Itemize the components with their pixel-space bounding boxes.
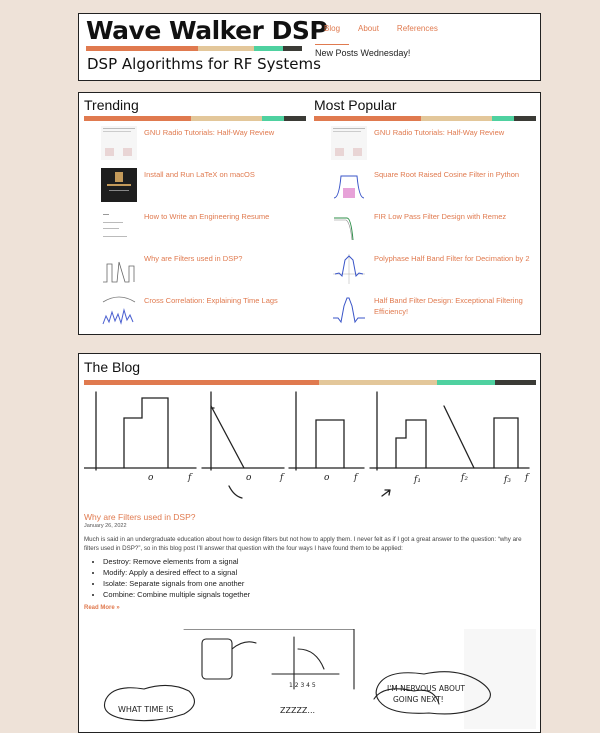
- site-header: [78, 13, 541, 81]
- trending-item-title[interactable]: How to Write an Engineering Resume: [144, 212, 270, 221]
- post-thumbnail[interactable]: [331, 168, 367, 202]
- brand-stripe: [86, 46, 302, 51]
- sketch-f-label: f: [525, 473, 529, 483]
- blog-heading: The Blog: [84, 359, 141, 375]
- sketch-f1-label: f₁: [414, 475, 421, 485]
- trending-heading: Trending: [84, 97, 139, 113]
- list-item: • Combine: Combine multiple signals together: [103, 589, 250, 600]
- nav-references[interactable]: References: [396, 24, 438, 33]
- popular-stripe: [314, 116, 536, 121]
- nav-blog[interactable]: Blog: [315, 24, 349, 45]
- sketch-zero-label: o: [246, 473, 252, 483]
- popular-item[interactable]: [314, 294, 536, 330]
- sketch-zero-label: o: [324, 473, 330, 483]
- trending-item[interactable]: [84, 168, 306, 204]
- sketch-axis-ticks: 1 2 3 4 5: [289, 682, 316, 689]
- site-title[interactable]: Wave Walker DSP: [86, 16, 328, 45]
- popular-item[interactable]: [314, 126, 536, 162]
- sketch-f-label: f: [280, 473, 284, 483]
- popular-item-title[interactable]: GNU Radio Tutorials: Half-Way Review: [374, 128, 505, 137]
- post-thumbnail[interactable]: [101, 252, 137, 286]
- trending-stripe: [84, 116, 306, 121]
- popular-heading: Most Popular: [314, 97, 397, 113]
- announcement: New Posts Wednesday!: [315, 48, 411, 58]
- post-thumbnail[interactable]: [331, 126, 367, 160]
- trending-section: [84, 97, 306, 121]
- nav-about[interactable]: About: [358, 24, 379, 33]
- popular-item-title[interactable]: Half Band Filter Design: Exceptional Filtering Efficiency!: [374, 296, 523, 316]
- post-hero-image-2[interactable]: [84, 629, 536, 729]
- post-thumbnail[interactable]: [331, 294, 367, 328]
- list-item: • Modify: Apply a desired effect to a signal: [103, 567, 250, 578]
- post-title-link[interactable]: Why are Filters used in DSP?: [84, 512, 196, 522]
- post-thumbnail[interactable]: [101, 210, 137, 244]
- post-thumbnail[interactable]: [331, 252, 367, 286]
- sketch-bubble-text: WHAT TIME IS: [118, 705, 174, 714]
- popular-item-title[interactable]: FIR Low Pass Filter Design with Remez: [374, 212, 507, 221]
- popular-item[interactable]: [314, 168, 536, 204]
- post-thumbnail[interactable]: [101, 168, 137, 202]
- trending-item[interactable]: [84, 294, 306, 330]
- trending-item-title[interactable]: Install and Run LaTeX on macOS: [144, 170, 255, 179]
- list-item: • Destroy: Remove elements from a signal: [103, 556, 250, 567]
- popular-item[interactable]: [314, 252, 536, 288]
- blog-stripe: [84, 380, 536, 385]
- trending-item-title[interactable]: GNU Radio Tutorials: Half-Way Review: [144, 128, 275, 137]
- sketch-f2-label: f₂: [461, 473, 468, 483]
- post-thumbnail[interactable]: [101, 294, 137, 328]
- post-date: January 26, 2022: [84, 523, 127, 529]
- post-thumbnail[interactable]: [101, 126, 137, 160]
- sketch-f-label: f: [354, 473, 358, 483]
- sketch-zero-label: o: [148, 473, 154, 483]
- list-item: • Isolate: Separate signals from one another: [103, 578, 250, 589]
- site-tagline: DSP Algorithms for RF Systems: [87, 55, 321, 73]
- trending-item[interactable]: [84, 210, 306, 246]
- sketch-bubble-text: ZZZZZ...: [280, 706, 316, 715]
- trending-item[interactable]: [84, 126, 306, 162]
- sketch-bubble-text: I'M NERVOUS ABOUT GOING NEXT!: [387, 684, 465, 704]
- post-thumbnail[interactable]: [331, 210, 367, 244]
- post-excerpt: Much is said in an undergraduate education about how to design filters but not how to apply them. I never felt as if I got a great answer to the question: “why are filters used in DSP?”, so in this blog post I’ll answer that question with the four ways I have found them to be applied:: [84, 536, 522, 552]
- trending-item-title[interactable]: Why are Filters used in DSP?: [144, 254, 243, 263]
- trending-item[interactable]: [84, 252, 306, 288]
- popular-section: [314, 97, 536, 121]
- post-bullet-list: [93, 556, 250, 600]
- popular-item-title[interactable]: Square Root Raised Cosine Filter in Python: [374, 170, 520, 179]
- sketch-f-label: f: [188, 473, 192, 483]
- popular-item[interactable]: [314, 210, 536, 246]
- read-more-link[interactable]: Read More »: [84, 605, 120, 611]
- sketch-f3-label: f₃: [504, 475, 511, 485]
- trending-item-title[interactable]: Cross Correlation: Explaining Time Lags: [144, 296, 278, 305]
- main-nav: [315, 24, 447, 45]
- blog-section: [78, 353, 541, 733]
- popular-item-title[interactable]: Polyphase Half Band Filter for Decimation by 2: [374, 254, 530, 263]
- post-hero-image[interactable]: [84, 388, 536, 508]
- trending-popular-panel: [78, 92, 541, 335]
